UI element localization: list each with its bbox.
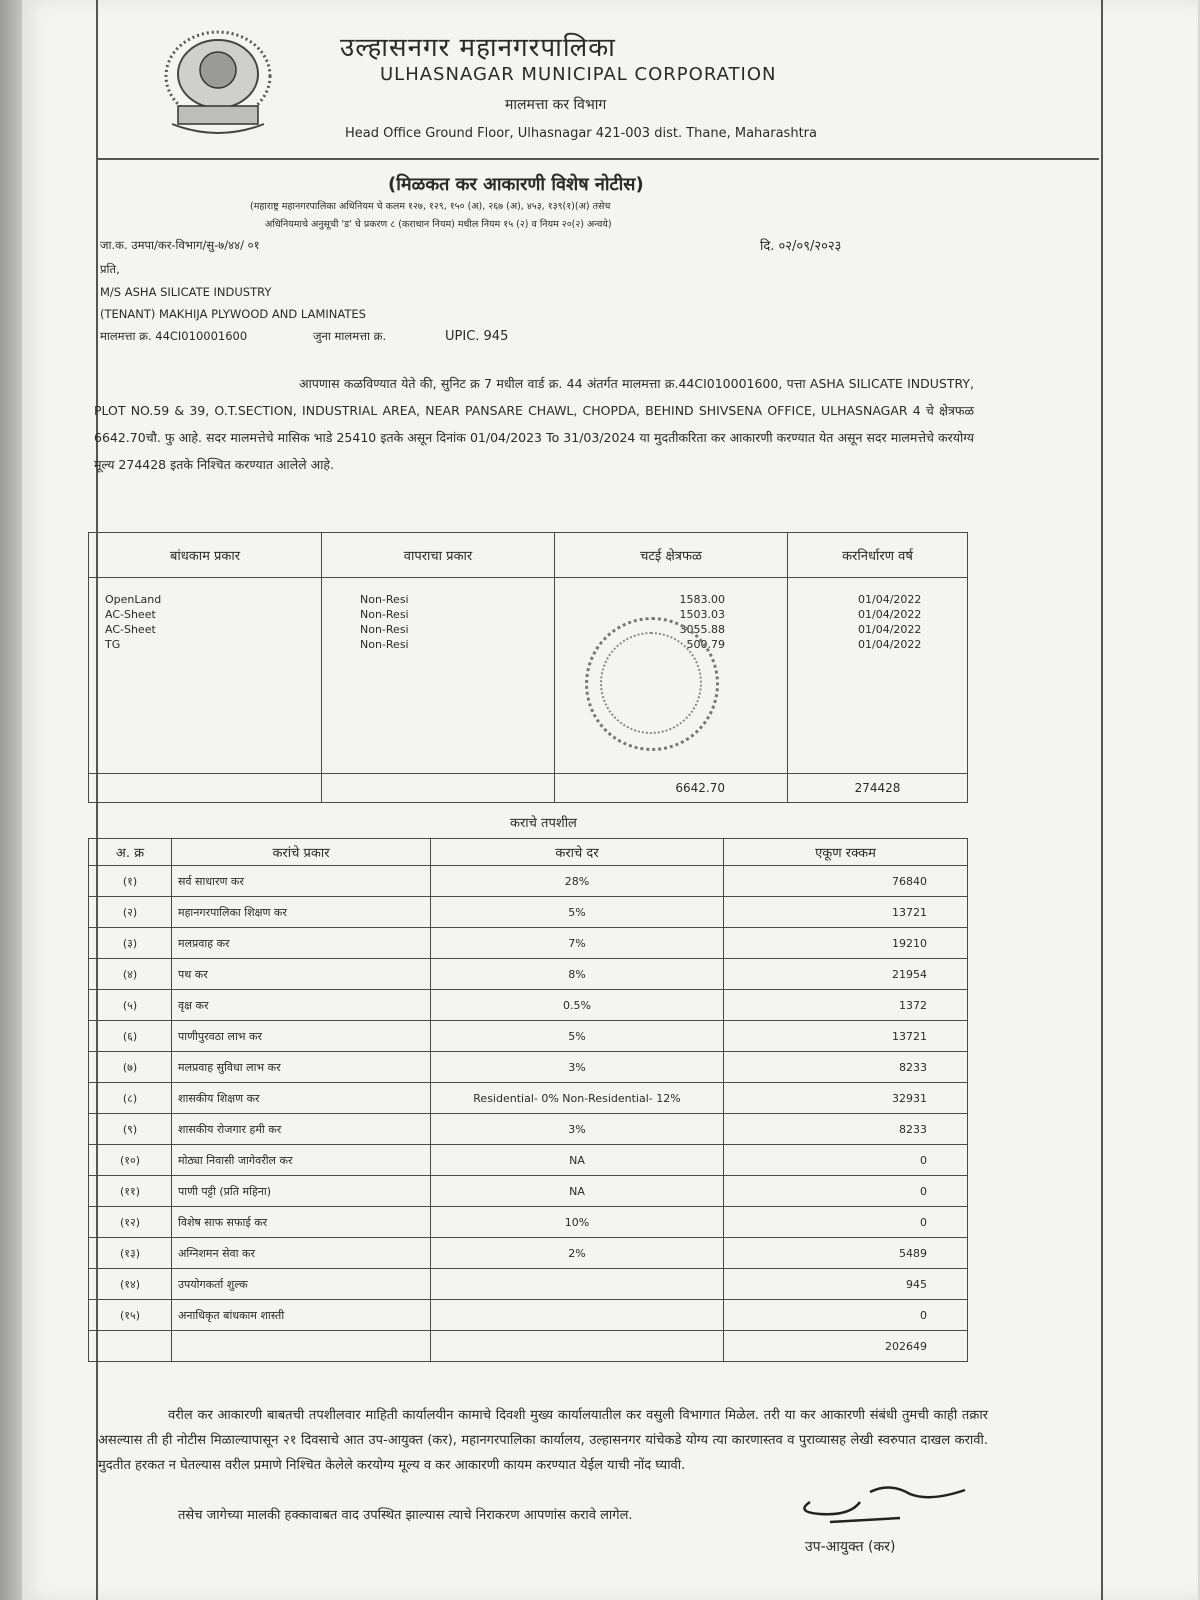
property-total-row	[89, 774, 968, 803]
total-area: 6642.70	[555, 774, 788, 803]
list-item: 01/04/2022	[858, 593, 922, 606]
org-name-english: ULHASNAGAR MUNICIPAL CORPORATION	[380, 64, 777, 85]
usage-cell	[322, 578, 555, 774]
serial-cell: (१०)	[89, 1145, 172, 1176]
office-address: Head Office Ground Floor, Ulhasnagar 421-003 dist. Thane, Maharashtra	[345, 126, 817, 141]
serial-cell: (६)	[89, 1021, 172, 1052]
table-row	[89, 959, 968, 990]
amount-cell: 5489	[724, 1238, 968, 1269]
table-row	[89, 990, 968, 1021]
amount-cell: 0	[724, 1300, 968, 1331]
tax-details-caption: कराचे तपशील	[510, 816, 577, 831]
list-item: 500.79	[686, 638, 725, 651]
binder-strip	[0, 0, 24, 1600]
serial-cell: (८)	[89, 1083, 172, 1114]
tax-rate-cell: 3%	[431, 1114, 724, 1145]
tax-rate-cell: 2%	[431, 1238, 724, 1269]
amount-cell: 19210	[724, 928, 968, 959]
col-construction-type: बांधकाम प्रकार	[89, 533, 322, 578]
tax-type-cell: मलप्रवाह सुविधा लाभ कर	[172, 1052, 431, 1083]
notice-date: दि. ०२/०९/२०२३	[760, 239, 842, 254]
serial-cell: (२)	[89, 897, 172, 928]
tax-type-cell: महानगरपालिका शिक्षण कर	[172, 897, 431, 928]
tax-table	[88, 838, 968, 1362]
tax-rate-cell: 0.5%	[431, 990, 724, 1021]
year-cell	[788, 578, 968, 774]
serial-cell: (११)	[89, 1176, 172, 1207]
signature	[790, 1472, 980, 1532]
tax-rate-cell: 3%	[431, 1052, 724, 1083]
property-table-body	[89, 578, 968, 774]
col-tax-rate: कराचे दर	[431, 839, 724, 866]
tax-type-cell: पथ कर	[172, 959, 431, 990]
tax-type-cell: सर्व साधारण कर	[172, 866, 431, 897]
tax-rate-cell: Residential- 0% Non-Residential- 12%	[431, 1083, 724, 1114]
list-item: AC-Sheet	[105, 608, 156, 621]
tax-rate-cell: 7%	[431, 928, 724, 959]
amount-cell: 0	[724, 1145, 968, 1176]
list-item: OpenLand	[105, 593, 162, 606]
serial-cell: (१४)	[89, 1269, 172, 1300]
footer-paragraph-1: वरील कर आकारणी बाबतची तपशीलवार माहिती कार्यालयीन कामाचे दिवशी मुख्य कार्यालयातील कर वसुली विभागात मिळेल. तरी या कर आकारणी संबंधी तुमची काही तक्रार असल्यास ती ही नोटीस मिळाल्यापासून २१ दिवसाचे आत उप-आयुक्त (कर), महानगरपालिका कार्यालय, उल्हासनगर यांचेकडे योग्य त्या कारणास्तव व पुराव्यासह लेखी स्वरुपात दाखल करावी. मुदतीत हरकत न घेतल्यास वरील प्रमाणे निश्चित केलेले करयोग्य मूल्य व कर आकारणी कायम करण्यात येईल याची नोंद घ्यावी.	[98, 1408, 988, 1473]
list-item: 1583.00	[679, 593, 725, 606]
col-total-amount: एकूण रक्कम	[724, 839, 968, 866]
amount-cell: 0	[724, 1207, 968, 1238]
tax-rate-cell	[431, 1300, 724, 1331]
table-row	[89, 1083, 968, 1114]
legal-reference-2: अधिनियमाचे अनुसूची 'ड' चे प्रकरण ८ (कराधान नियम) मधील नियम १५ (२) व नियम २०(२) अन्वये)	[265, 219, 612, 230]
table-row	[89, 1052, 968, 1083]
tax-type-cell: शासकीय शिक्षण कर	[172, 1083, 431, 1114]
serial-cell: (७)	[89, 1052, 172, 1083]
amount-cell: 8233	[724, 1052, 968, 1083]
tax-rate-cell: NA	[431, 1145, 724, 1176]
list-item: 1503.03	[679, 608, 725, 621]
upic-number: UPIC. 945	[445, 329, 509, 344]
serial-cell: (४)	[89, 959, 172, 990]
tax-table-header	[89, 839, 968, 866]
tax-rate-cell: 5%	[431, 1021, 724, 1052]
addressee-line-2: (TENANT) MAKHIJA PLYWOOD AND LAMINATES	[100, 307, 366, 321]
tax-type-cell: उपयोगकर्ता शुल्क	[172, 1269, 431, 1300]
table-row	[89, 1238, 968, 1269]
table-row	[89, 1021, 968, 1052]
list-item: AC-Sheet	[105, 623, 156, 636]
list-item: TG	[105, 638, 121, 651]
table-row	[89, 1145, 968, 1176]
tax-type-cell: पाणी पट्टी (प्रति महिना)	[172, 1176, 431, 1207]
property-table	[88, 532, 968, 803]
list-item: Non-Resi	[360, 608, 409, 621]
list-item: 3055.88	[679, 623, 725, 636]
table-row	[89, 1269, 968, 1300]
corporation-seal-logo	[158, 26, 278, 138]
list-item: Non-Resi	[360, 638, 409, 651]
amount-cell: 8233	[724, 1114, 968, 1145]
list-item: Non-Resi	[360, 623, 409, 636]
signatory-title: उप-आयुक्त (कर)	[805, 1539, 896, 1555]
tax-type-cell: पाणीपुरवठा लाभ कर	[172, 1021, 431, 1052]
list-item: Non-Resi	[360, 593, 409, 606]
tax-type-cell: वृक्ष कर	[172, 990, 431, 1021]
tax-rate-cell: 10%	[431, 1207, 724, 1238]
tax-type-cell: मलप्रवाह कर	[172, 928, 431, 959]
tax-rate-cell: 8%	[431, 959, 724, 990]
serial-cell: (९)	[89, 1114, 172, 1145]
total-taxable-value: 274428	[788, 774, 968, 803]
notice-title: (मिळकत कर आकारणी विशेष नोटीस)	[388, 174, 644, 195]
office-stamp	[585, 617, 719, 751]
amount-cell: 1372	[724, 990, 968, 1021]
amount-cell: 945	[724, 1269, 968, 1300]
amount-cell: 13721	[724, 1021, 968, 1052]
serial-cell: (५)	[89, 990, 172, 1021]
table-row	[89, 928, 968, 959]
tax-total-row	[89, 1331, 968, 1362]
tax-type-cell: मोठ्या निवासी जागेवरील कर	[172, 1145, 431, 1176]
serial-cell: (१)	[89, 866, 172, 897]
table-row	[89, 1176, 968, 1207]
serial-cell: (१३)	[89, 1238, 172, 1269]
col-tax-type: करांचे प्रकार	[172, 839, 431, 866]
serial-cell: (१५)	[89, 1300, 172, 1331]
tax-type-cell: विशेष साफ सफाई कर	[172, 1207, 431, 1238]
table-row	[89, 1207, 968, 1238]
serial-cell: (१२)	[89, 1207, 172, 1238]
tax-rate-cell: 28%	[431, 866, 724, 897]
addressee-line-1: M/S ASHA SILICATE INDUSTRY	[100, 285, 272, 299]
table-row	[89, 1300, 968, 1331]
old-property-number: जुना मालमत्ता क्र.	[313, 329, 387, 343]
tax-rate-cell: 5%	[431, 897, 724, 928]
table-row	[89, 866, 968, 897]
list-item: 01/04/2022	[858, 608, 922, 621]
org-name-marathi: उल्हासनगर महानगरपालिका	[340, 33, 616, 63]
amount-cell: 13721	[724, 897, 968, 928]
amount-cell: 76840	[724, 866, 968, 897]
tax-type-cell: अग्निशमन सेवा कर	[172, 1238, 431, 1269]
amount-cell: 21954	[724, 959, 968, 990]
col-carpet-area: चटई क्षेत्रफळ	[555, 533, 788, 578]
tax-type-cell: शासकीय रोजगार हमी कर	[172, 1114, 431, 1145]
serial-cell: (३)	[89, 928, 172, 959]
col-assessment-year: करनिर्धारण वर्ष	[788, 533, 968, 578]
amount-cell: 32931	[724, 1083, 968, 1114]
department-name: मालमत्ता कर विभाग	[505, 97, 607, 113]
property-table-header	[89, 533, 968, 578]
notice-body: आपणास कळविण्यात येते की, सुनिट क्र 7 मधील वार्ड क्र. 44 अंतर्गत मालमत्ता क्र.44CI010001600, पत्ता ASHA SILICATE INDUSTRY, PLOT NO.59 & 39, O.T.SECTION, INDUSTRIAL AREA, NEAR PANSARE CHAWL, CHOPDA, BEHIND SHIVSENA OFFICE, ULHASNAGAR 4 चे क्षेत्रफळ 6642.70चौ. फु आहे. सदर मालमत्तेचे मासिक भाडे 25410 इतके असून दिनांक 01/04/2023 To 31/03/2024 या मुदतीकरिता कर आकारणी करण्यात येत असून सदर मालमत्तेचे करयोग्य मूल्य 274428 इतके निश्चित करण्यात आलेले आहे.	[94, 376, 974, 472]
col-usage-type: वापराचा प्रकार	[322, 533, 555, 578]
tax-rate-cell	[431, 1269, 724, 1300]
col-serial: अ. क्र	[89, 839, 172, 866]
construction-cell	[89, 578, 322, 774]
grand-total-amount: 202649	[724, 1331, 968, 1362]
tax-rate-cell: NA	[431, 1176, 724, 1207]
reference-number: जा.क. उमपा/कर-विभाग/सु-७/४४/ ०१	[100, 238, 260, 252]
table-row	[89, 1114, 968, 1145]
tax-type-cell: अनाधिकृत बांधकाम शास्ती	[172, 1300, 431, 1331]
legal-reference-1: (महाराष्ट्र महानगरपालिका अधिनियम चे कलम १२७, १२९, १५० (अ), २६७ (अ), ४५३, १३९(१)(अ) तसेच	[250, 201, 611, 212]
list-item: 01/04/2022	[858, 623, 922, 636]
to-label: प्रति,	[100, 262, 120, 276]
property-number: मालमत्ता क्र. 44CI010001600	[100, 329, 248, 343]
list-item: 01/04/2022	[858, 638, 922, 651]
footer-paragraph-2: तसेच जागेच्या मालकी हक्कावाबत वाद उपस्थित झाल्यास त्याचे निराकरण आपणांस करावे लागेल.	[178, 1508, 633, 1523]
header-divider	[96, 158, 1099, 160]
table-row	[89, 897, 968, 928]
amount-cell: 0	[724, 1176, 968, 1207]
